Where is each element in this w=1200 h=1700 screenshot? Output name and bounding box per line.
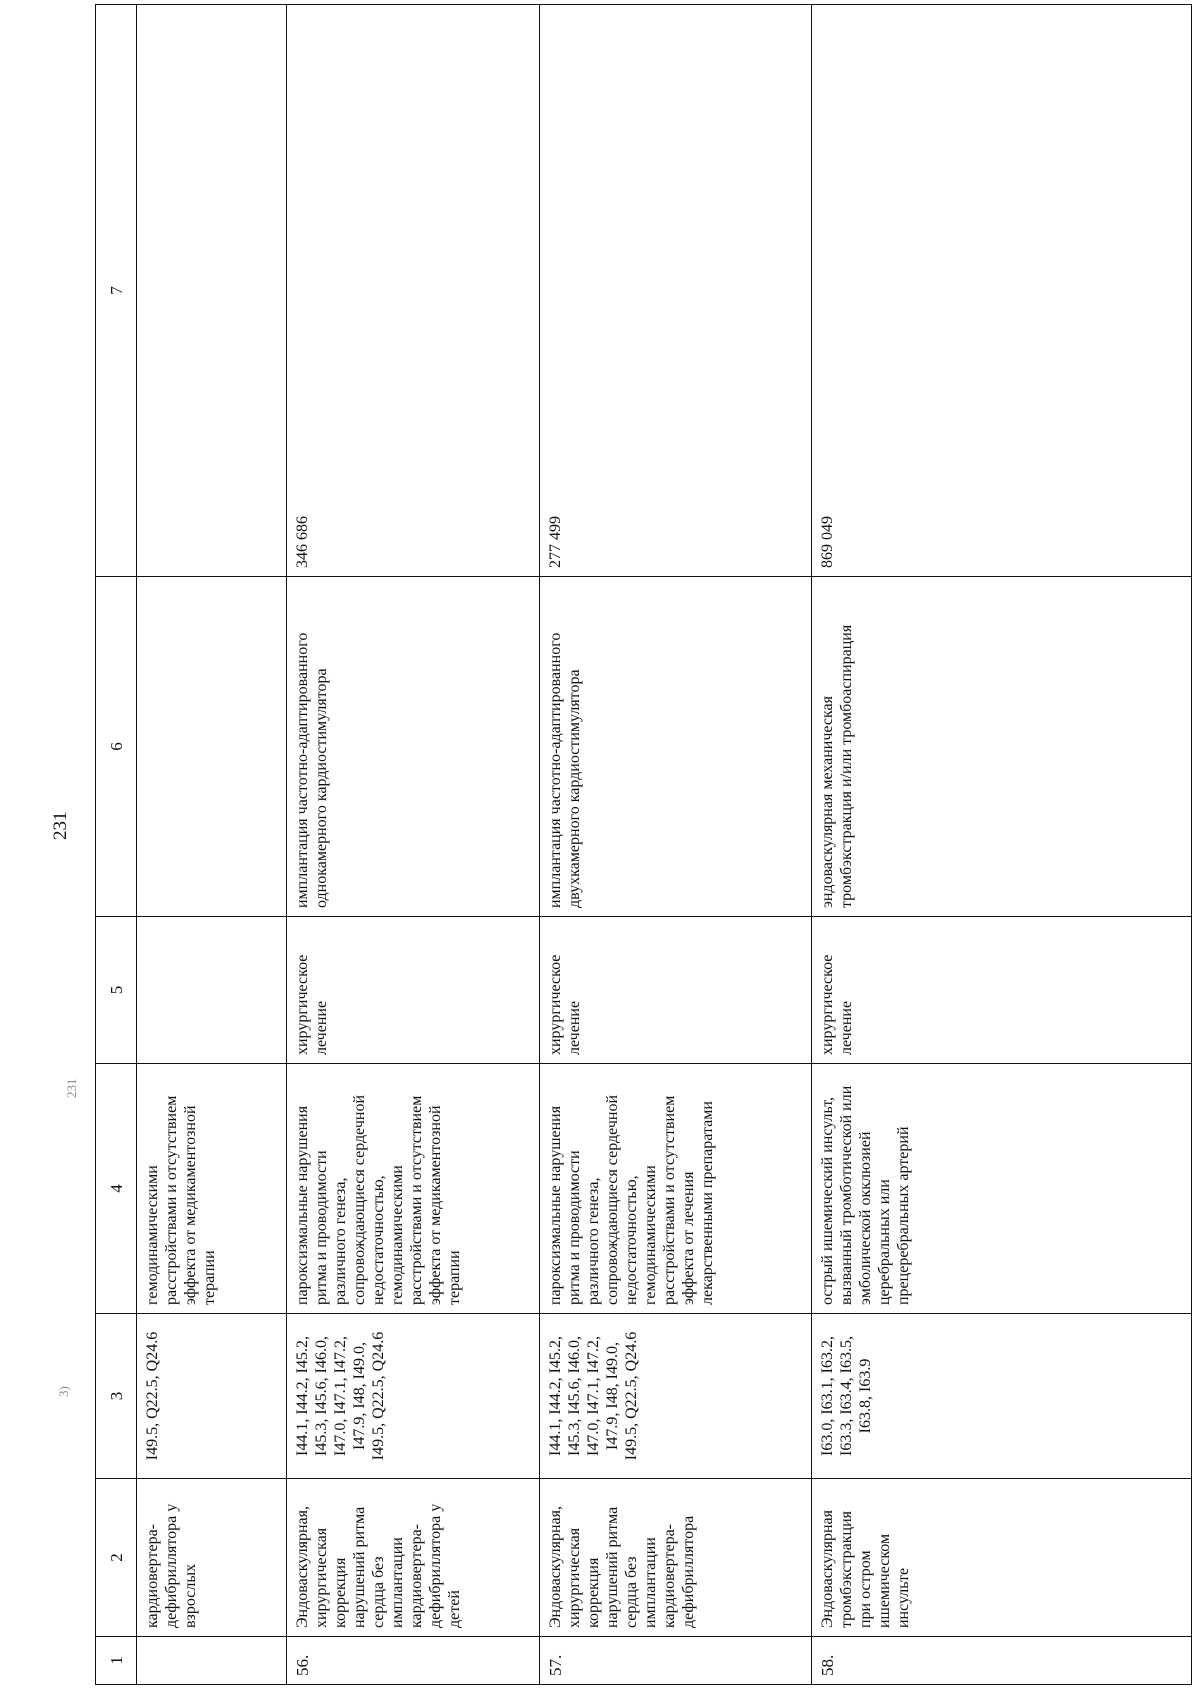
table-row-continuation bbox=[137, 5, 287, 1685]
header-col-5: 5 bbox=[96, 917, 137, 1064]
scan-mark-faint-glyph: 3) bbox=[56, 1386, 71, 1397]
cost-cell: 346 686 bbox=[287, 5, 540, 577]
table-row-57 bbox=[540, 5, 812, 1685]
icd-codes-cell: I63.0, I63.1, I63.2, I63.3, I63.4, I63.5, I63.8, I63.9 bbox=[812, 1314, 1192, 1479]
rotated-table-canvas bbox=[95, 5, 1191, 1685]
row-number-cell: 56. bbox=[287, 1637, 540, 1685]
patient-model-cell: пароксизмальные нарушения ритма и проводимости различного генеза, сопровождающиеся сердечной недостаточностью, гемодинамическими расстройствами и отсутствием эффекта от медикаментозной терапии bbox=[287, 1064, 540, 1314]
treatment-type-cell: хирургическое лечение bbox=[812, 917, 1192, 1064]
row-number-cell: 57. bbox=[540, 1637, 812, 1685]
icd-codes-cell: I44.1, I44.2, I45.2, I45.3, I45.6, I46.0, I47.0, I47.1, I47.2, I47.9, I48, I49.0, I49.5, Q22.5, Q24.6 bbox=[287, 1314, 540, 1479]
row-number-cell: 58. bbox=[812, 1637, 1192, 1685]
column-number-header-row bbox=[96, 5, 137, 1685]
treatment-method-cell: эндоваскулярная механическая тромбэкстракция и/или тромбоаспирация bbox=[812, 577, 1192, 917]
care-type-name-cell: Эндоваскулярная, хирургическая коррекция нарушений ритма сердца без имплантации кардиовертера-дефибриллятора у детей bbox=[287, 1479, 540, 1637]
care-type-name-cell: Эндоваскулярная тромбэкстракция при остром ишемическом инсульте bbox=[812, 1479, 1192, 1637]
cost-cell bbox=[137, 5, 287, 577]
table-row-56 bbox=[287, 5, 540, 1685]
patient-model-cell: пароксизмальные нарушения ритма и проводимости различного генеза, сопровождающиеся сердечной недостаточностью, гемодинамическими расстройствами и отсутствием эффекта от лечения лекарственными препаратами bbox=[540, 1064, 812, 1314]
care-type-name-cell: кардиовертера-дефибриллятора у взрослых bbox=[137, 1479, 287, 1637]
patient-model-cell: острый ишемический инсульт, вызванный тромботической или эмболической окклюзией церебральных или прецеребральных артерий bbox=[812, 1064, 1192, 1314]
icd-codes-cell: I44.1, I44.2, I45.2, I45.3, I45.6, I46.0, I47.0, I47.1, I47.2, I47.9, I48, I49.0, I49.5, Q22.5, Q24.6 bbox=[540, 1314, 812, 1479]
treatment-type-cell: хирургическое лечение bbox=[287, 917, 540, 1064]
treatment-type-cell: хирургическое лечение bbox=[540, 917, 812, 1064]
header-col-6: 6 bbox=[96, 577, 137, 917]
row-number-cell bbox=[137, 1637, 287, 1685]
treatment-method-cell: имплантация частотно-адаптированного однокамерного кардиостимулятора bbox=[287, 577, 540, 917]
header-col-3: 3 bbox=[96, 1314, 137, 1479]
cost-cell: 869 049 bbox=[812, 5, 1192, 577]
treatment-method-cell bbox=[137, 577, 287, 917]
icd-codes-cell: I49.5, Q22.5, Q24.6 bbox=[137, 1314, 287, 1479]
header-col-4: 4 bbox=[96, 1064, 137, 1314]
treatment-type-cell bbox=[137, 917, 287, 1064]
header-col-7: 7 bbox=[96, 5, 137, 577]
page-number: 231 bbox=[50, 811, 71, 840]
cost-cell: 277 499 bbox=[540, 5, 812, 577]
scan-mark-faint-page-number: 231 bbox=[64, 1078, 79, 1098]
patient-model-cell: гемодинамическими расстройствами и отсутствием эффекта от медикаментозной терапии bbox=[137, 1064, 287, 1314]
header-col-1: 1 bbox=[96, 1637, 137, 1685]
care-type-name-cell: Эндоваскулярная, хирургическая коррекция нарушений ритма сердца без имплантации кардиовертера-дефибриллятора bbox=[540, 1479, 812, 1637]
treatment-method-cell: имплантация частотно-адаптированного двухкамерного кардиостимулятора bbox=[540, 577, 812, 917]
header-col-2: 2 bbox=[96, 1479, 137, 1637]
medical-care-table bbox=[95, 4, 1192, 1685]
table-row-58 bbox=[812, 5, 1192, 1685]
